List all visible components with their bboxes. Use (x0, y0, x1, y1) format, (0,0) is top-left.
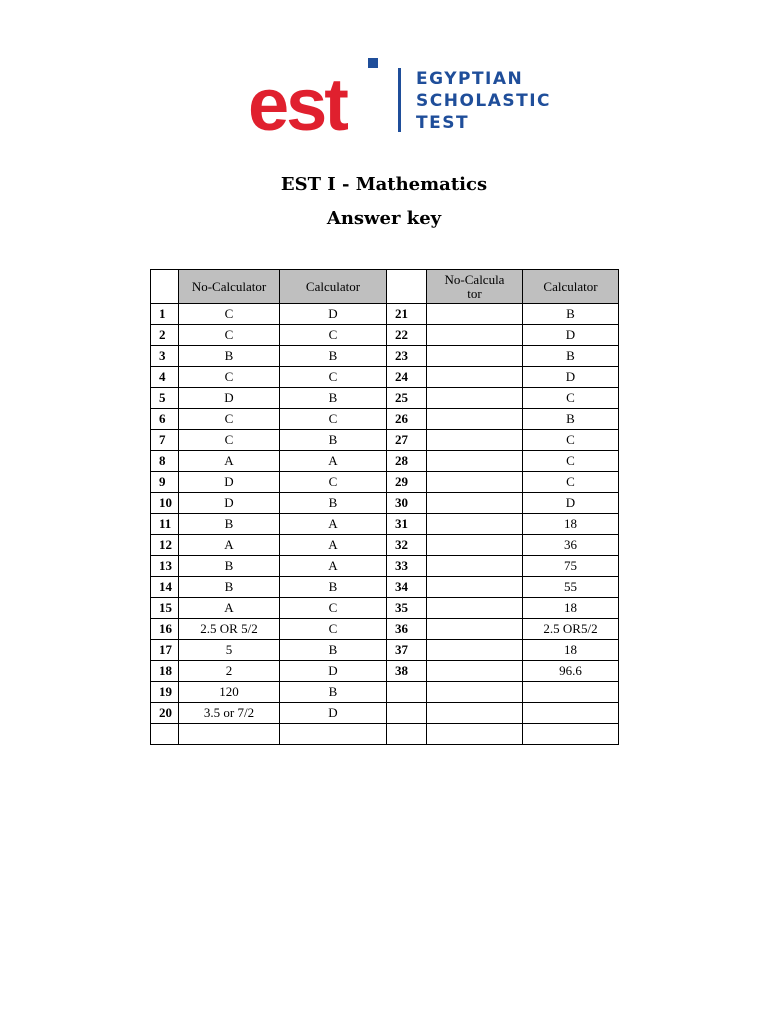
question-number-cell: 2 (151, 325, 179, 346)
question-number-cell: 26 (387, 409, 427, 430)
question-number-cell: 8 (151, 451, 179, 472)
question-number-cell: 17 (151, 640, 179, 661)
calculator-answer-cell: D (523, 493, 619, 514)
calculator-answer-cell: A (280, 556, 387, 577)
question-number-cell: 1 (151, 304, 179, 325)
no-calculator-answer-cell (427, 598, 523, 619)
table-row (151, 598, 619, 619)
calculator-answer-cell: 96.6 (523, 661, 619, 682)
calculator-answer-cell (523, 724, 619, 745)
question-number-cell: 15 (151, 598, 179, 619)
calculator-answer-cell: D (280, 304, 387, 325)
no-calculator-answer-cell (427, 514, 523, 535)
calculator-answer-cell: 36 (523, 535, 619, 556)
question-number-cell: 31 (387, 514, 427, 535)
calculator-answer-cell: B (280, 346, 387, 367)
calculator-answer-cell: B (280, 640, 387, 661)
no-calculator-answer-cell (427, 325, 523, 346)
calculator-answer-cell: 75 (523, 556, 619, 577)
no-calculator-answer-cell: D (179, 388, 280, 409)
table-row (151, 388, 619, 409)
calculator-answer-cell: 18 (523, 514, 619, 535)
table-header-row (151, 270, 619, 304)
header-blank-left (151, 270, 179, 304)
question-number-cell (151, 724, 179, 745)
question-number-cell: 10 (151, 493, 179, 514)
question-number-cell: 3 (151, 346, 179, 367)
question-number-cell: 16 (151, 619, 179, 640)
question-number-cell: 11 (151, 514, 179, 535)
table-row (151, 451, 619, 472)
calculator-answer-cell: D (523, 325, 619, 346)
logo-line-1: EGYPTIAN (416, 69, 524, 89)
question-number-cell: 22 (387, 325, 427, 346)
header-no-calculator-left: No-Calculator (179, 270, 280, 304)
no-calculator-answer-cell (427, 661, 523, 682)
calculator-answer-cell: A (280, 514, 387, 535)
table-row (151, 619, 619, 640)
calculator-answer-cell: C (523, 451, 619, 472)
no-calculator-answer-cell: A (179, 451, 280, 472)
question-number-cell: 20 (151, 703, 179, 724)
calculator-answer-cell: C (523, 430, 619, 451)
no-calculator-answer-cell (427, 556, 523, 577)
table-row (151, 703, 619, 724)
calculator-answer-cell: B (523, 346, 619, 367)
question-number-cell: 27 (387, 430, 427, 451)
calculator-answer-cell: D (523, 367, 619, 388)
no-calculator-answer-cell (427, 451, 523, 472)
page-title: EST I - Mathematics (280, 174, 488, 195)
table-row (151, 556, 619, 577)
question-number-cell: 4 (151, 367, 179, 388)
table-row (151, 577, 619, 598)
no-calculator-answer-cell (427, 409, 523, 430)
no-calculator-answer-cell (427, 388, 523, 409)
calculator-answer-cell (523, 682, 619, 703)
calculator-answer-cell: C (280, 619, 387, 640)
calculator-answer-cell: B (280, 493, 387, 514)
calculator-answer-cell: A (280, 535, 387, 556)
question-number-cell: 35 (387, 598, 427, 619)
question-number-cell: 34 (387, 577, 427, 598)
table-row (151, 367, 619, 388)
no-calculator-answer-cell (179, 724, 280, 745)
question-number-cell: 29 (387, 472, 427, 493)
no-calculator-answer-cell: C (179, 367, 280, 388)
header-blank-right (387, 270, 427, 304)
logo-line-3: TEST (416, 113, 470, 133)
no-calculator-answer-cell (427, 724, 523, 745)
no-calculator-answer-cell: 2.5 OR 5/2 (179, 619, 280, 640)
no-calculator-answer-cell: C (179, 409, 280, 430)
table-row (151, 724, 619, 745)
no-calculator-answer-cell: 3.5 or 7/2 (179, 703, 280, 724)
question-number-cell (387, 682, 427, 703)
header-calculator-right: Calculator (523, 270, 619, 304)
calculator-answer-cell: C (280, 598, 387, 619)
no-calculator-answer-cell: C (179, 304, 280, 325)
calculator-answer-cell: D (280, 661, 387, 682)
question-number-cell: 12 (151, 535, 179, 556)
question-number-cell: 28 (387, 451, 427, 472)
calculator-answer-cell (523, 703, 619, 724)
calculator-answer-cell: 55 (523, 577, 619, 598)
calculator-answer-cell: B (523, 409, 619, 430)
no-calculator-answer-cell (427, 304, 523, 325)
calculator-answer-cell: A (280, 451, 387, 472)
no-calculator-answer-cell (427, 577, 523, 598)
no-calculator-answer-cell: B (179, 514, 280, 535)
no-calculator-answer-cell: 120 (179, 682, 280, 703)
logo-graphic (248, 58, 558, 138)
question-number-cell: 38 (387, 661, 427, 682)
question-number-cell: 14 (151, 577, 179, 598)
no-calculator-answer-cell: B (179, 556, 280, 577)
calculator-answer-cell: D (280, 703, 387, 724)
header-no-calculator-right-text: No-Calculator (444, 271, 505, 301)
calculator-answer-cell: B (523, 304, 619, 325)
no-calculator-answer-cell (427, 682, 523, 703)
no-calculator-answer-cell: B (179, 577, 280, 598)
question-number-cell: 5 (151, 388, 179, 409)
calculator-answer-cell (280, 724, 387, 745)
question-number-cell: 36 (387, 619, 427, 640)
table-row (151, 472, 619, 493)
question-number-cell: 6 (151, 409, 179, 430)
table-row (151, 409, 619, 430)
no-calculator-answer-cell: 5 (179, 640, 280, 661)
logo-divider (398, 68, 401, 132)
calculator-answer-cell: 18 (523, 598, 619, 619)
table-row (151, 304, 619, 325)
calculator-answer-cell: C (523, 472, 619, 493)
no-calculator-answer-cell (427, 640, 523, 661)
question-number-cell: 30 (387, 493, 427, 514)
question-number-cell: 18 (151, 661, 179, 682)
no-calculator-answer-cell: D (179, 472, 280, 493)
page-subtitle: Answer key (326, 208, 442, 229)
question-number-cell: 32 (387, 535, 427, 556)
table-row (151, 535, 619, 556)
question-number-cell: 7 (151, 430, 179, 451)
no-calculator-answer-cell (427, 619, 523, 640)
calculator-answer-cell: C (280, 325, 387, 346)
calculator-answer-cell: B (280, 388, 387, 409)
question-number-cell: 13 (151, 556, 179, 577)
table-row (151, 514, 619, 535)
answer-key-body (151, 270, 619, 745)
no-calculator-answer-cell: 2 (179, 661, 280, 682)
logo-line-2: SCHOLASTIC (416, 91, 552, 111)
question-number-cell (387, 724, 427, 745)
table-row (151, 682, 619, 703)
table-row (151, 430, 619, 451)
header-no-calculator-right (427, 270, 523, 304)
question-number-cell: 23 (387, 346, 427, 367)
no-calculator-answer-cell: B (179, 346, 280, 367)
no-calculator-answer-cell (427, 535, 523, 556)
no-calculator-answer-cell (427, 472, 523, 493)
no-calculator-answer-cell (427, 367, 523, 388)
calculator-answer-cell: C (280, 367, 387, 388)
calculator-answer-cell: C (280, 472, 387, 493)
calculator-answer-cell: B (280, 577, 387, 598)
question-number-cell: 19 (151, 682, 179, 703)
table-row (151, 640, 619, 661)
calculator-answer-cell: C (280, 409, 387, 430)
calculator-answer-cell: 18 (523, 640, 619, 661)
no-calculator-answer-cell: D (179, 493, 280, 514)
est-logo (248, 58, 558, 138)
question-number-cell: 21 (387, 304, 427, 325)
logo-accent-square (368, 58, 378, 68)
calculator-answer-cell: B (280, 430, 387, 451)
table-row (151, 661, 619, 682)
answer-key-table (150, 269, 619, 745)
no-calculator-answer-cell (427, 430, 523, 451)
calculator-answer-cell: 2.5 OR5/2 (523, 619, 619, 640)
question-number-cell: 37 (387, 640, 427, 661)
header-calculator-left: Calculator (280, 270, 387, 304)
no-calculator-answer-cell: C (179, 325, 280, 346)
question-number-cell: 9 (151, 472, 179, 493)
no-calculator-answer-cell (427, 493, 523, 514)
no-calculator-answer-cell: A (179, 535, 280, 556)
no-calculator-answer-cell: C (179, 430, 280, 451)
no-calculator-answer-cell: A (179, 598, 280, 619)
calculator-answer-cell: C (523, 388, 619, 409)
table-row (151, 346, 619, 367)
calculator-answer-cell: B (280, 682, 387, 703)
question-number-cell: 33 (387, 556, 427, 577)
no-calculator-answer-cell (427, 346, 523, 367)
logo-mark: est (248, 63, 346, 138)
table-row (151, 493, 619, 514)
table-row (151, 325, 619, 346)
question-number-cell (387, 703, 427, 724)
question-number-cell: 24 (387, 367, 427, 388)
question-number-cell: 25 (387, 388, 427, 409)
no-calculator-answer-cell (427, 703, 523, 724)
